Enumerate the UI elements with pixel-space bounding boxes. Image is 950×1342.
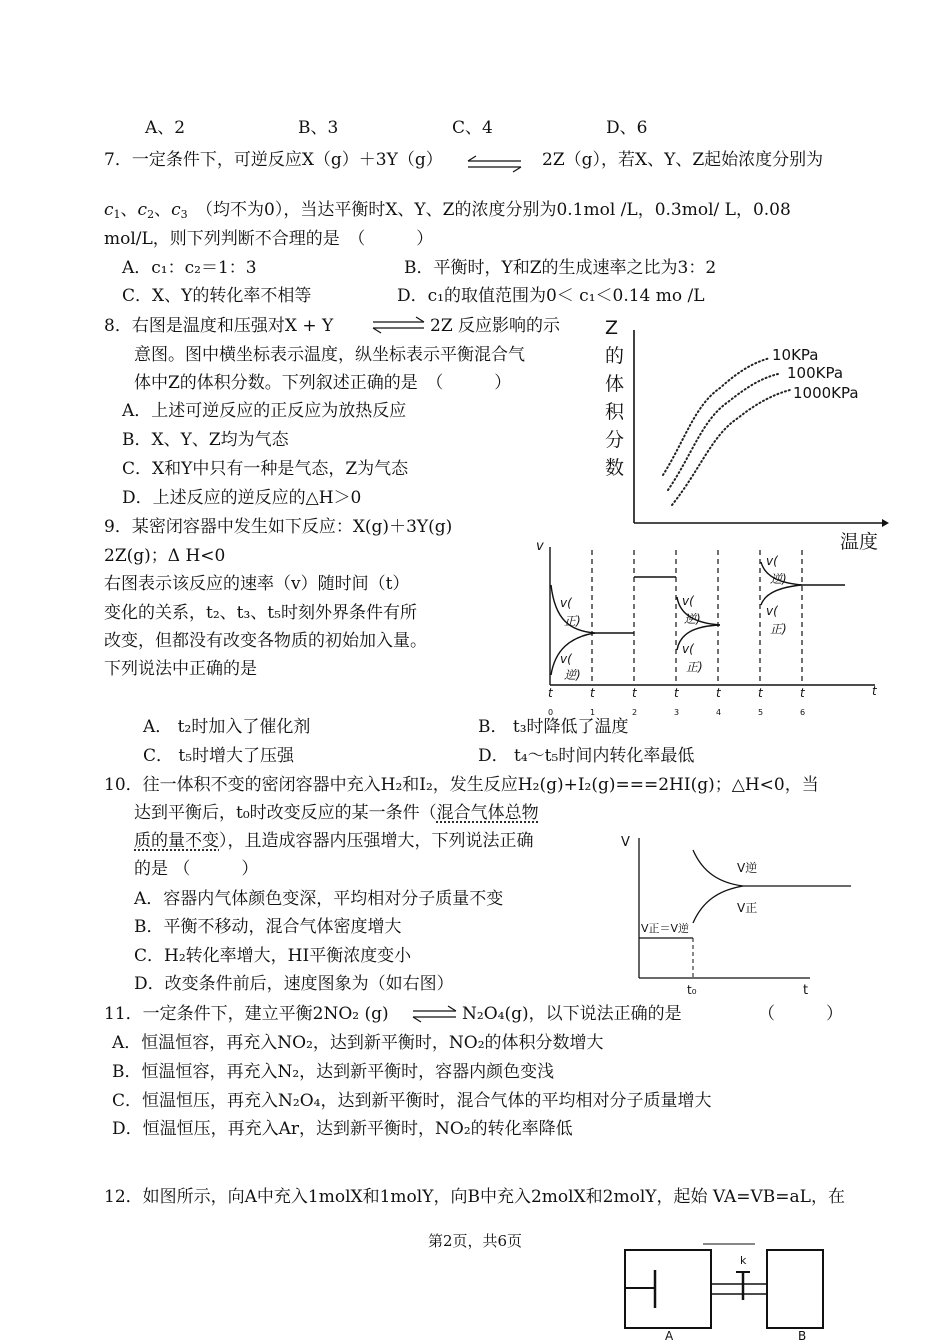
- q8-line3: 体中Z的体积分数。下列叙述正确的是 （ ）: [134, 373, 512, 393]
- q7-line3: mol/L，则下列判断不合理的是 （ ）: [104, 229, 434, 249]
- svg-text:t: t: [674, 686, 679, 700]
- q11-line1a: 11．一定条件下，建立平衡2NO₂ (g): [104, 1004, 389, 1024]
- svg-text:v(: v(: [682, 594, 694, 608]
- q10-option-c: C．H₂转化率增大，HI平衡浓度变小: [134, 946, 412, 966]
- q8-pressure-temperature-chart: [600, 310, 890, 555]
- q9-rate-time-chart: [530, 525, 890, 725]
- v-forward-curve: [693, 886, 743, 923]
- q9-line5: 改变，但都没有改变各物质的初始加入量。: [104, 631, 427, 651]
- q8-option-a: A．上述可逆反应的正反应为放热反应: [122, 401, 407, 421]
- q7-option-d: D．c₁的取值范围为0＜ c₁＜0.14 mo /L: [397, 286, 705, 306]
- label-b: B: [798, 1329, 807, 1342]
- svg-text:6: 6: [800, 708, 806, 717]
- q9-line3: 右图表示该反应的速率（v）随时间（t）: [104, 574, 410, 594]
- y-axis-label: V: [621, 835, 630, 850]
- q9-line6: 下列说法中正确的是: [104, 659, 257, 679]
- q10-rate-time-chart: [615, 828, 865, 998]
- svg-text:积: 积: [605, 401, 625, 423]
- svg-text:v(: v(: [560, 652, 572, 666]
- svg-text:正): 正): [686, 660, 703, 674]
- q9-line2: 2Z(g)；Δ H<0: [104, 546, 226, 566]
- y-axis-label: [605, 317, 625, 479]
- svg-text:体: 体: [605, 373, 625, 395]
- v-reverse-label: V逆: [737, 861, 758, 875]
- curve-labels: [560, 554, 787, 682]
- q8-line1b: 2Z 反应影响的示: [430, 316, 561, 336]
- q8-option-c: C．X和Y中只有一种是气态，Z为气态: [122, 459, 409, 479]
- q7-line2-prefix: $c_1$、$c_2$、$c_3$: [104, 200, 188, 221]
- q10-line2: 达到平衡后，t₀时改变反应的某一条件（混合气体总物: [134, 803, 539, 823]
- svg-text:v(: v(: [766, 604, 778, 618]
- q10-option-a: A．容器内气体颜色变深，平均相对分子质量不变: [134, 889, 504, 909]
- equal-rate-label: V正＝V逆: [641, 922, 690, 935]
- v-reverse-curve: [693, 850, 743, 886]
- q11-line1b: N₂O₄(g)，以下说法正确的是: [462, 1004, 682, 1024]
- q9-line1: 9．某密闭容器中发生如下反应：X(g)＋3Y(g): [104, 517, 453, 537]
- svg-text:v(: v(: [682, 642, 694, 656]
- q8-option-d: D．上述反应的逆反应的△H＞0: [122, 488, 362, 508]
- q11-option-d: D．恒温恒压，再充入Ar，达到新平衡时，NO₂的转化率降低: [112, 1119, 573, 1139]
- q8-line1a: 8．右图是温度和压强对X + Y: [104, 316, 334, 336]
- svg-text:v(: v(: [766, 554, 778, 568]
- q7-option-b: B．平衡时，Y和Z的生成速率之比为3：2: [404, 258, 717, 278]
- q7-line1b: 2Z（g），若X、Y、Z起始浓度分别为: [542, 150, 824, 170]
- series-10kpa-curve: [663, 358, 770, 475]
- q7-line1a: 7．一定条件下，可逆反应X（g）＋3Y（g）: [104, 150, 443, 170]
- q6-option-c: C、4: [452, 118, 493, 138]
- svg-text:4: 4: [716, 708, 722, 717]
- q7-option-c: C．X、Y的转化率不相等: [122, 286, 312, 306]
- reversible-arrow-icon: [370, 315, 428, 335]
- q12-line1: 12．如图所示，向A中充入1molX和1molY，向B中充入2molX和2molY，起始 VA=VB=aL，在: [104, 1187, 845, 1207]
- svg-text:1: 1: [590, 708, 596, 717]
- q12-apparatus-diagram: [615, 1238, 835, 1342]
- v-forward-segment-3: [761, 585, 802, 605]
- reversible-arrow-icon: [465, 154, 525, 174]
- x-axis-label: t: [803, 983, 809, 998]
- q8-line2: 意图。图中横坐标表示温度，纵坐标表示平衡混合气: [134, 345, 525, 365]
- svg-text:t: t: [632, 686, 637, 700]
- q9-line4: 变化的关系，t₂、t₃、t₅时刻外界条件有所: [104, 603, 417, 623]
- svg-text:3: 3: [674, 708, 680, 717]
- container-b: [767, 1250, 823, 1328]
- q6-option-a: A、2: [145, 118, 186, 138]
- q6-option-b: B、3: [298, 118, 339, 138]
- q9-option-d: D． t₄～t₅时间内转化率最低: [478, 746, 695, 766]
- reversible-arrow-icon: [410, 1004, 460, 1024]
- q10-line3: 质的量不变），且造成容器内压强增大，下列说法正确: [134, 831, 534, 851]
- q11-bracket: （ ）: [758, 1004, 843, 1024]
- series-1000kpa-curve: [672, 390, 790, 505]
- svg-text:逆): 逆): [684, 612, 701, 626]
- svg-text:t: t: [716, 686, 721, 700]
- svg-text:2: 2: [632, 708, 638, 717]
- svg-text:分: 分: [605, 429, 625, 451]
- q9-option-a: A． t₂时加入了催化剂: [143, 717, 311, 737]
- svg-text:的: 的: [605, 345, 625, 367]
- v-forward-label: V正: [737, 901, 758, 915]
- svg-text:t: t: [758, 686, 763, 700]
- page-footer: 第2页，共6页: [427, 1232, 523, 1250]
- series-10kpa-label: 10KPa: [772, 346, 819, 364]
- series-1000kpa-label: 1000KPa: [793, 384, 859, 402]
- svg-text:0: 0: [548, 708, 554, 717]
- q7-line2: （均不为0），当达平衡时X、Y、Z的浓度分别为0.1mol /L，0.3mol/ L，0.08: [196, 200, 791, 220]
- q11-option-a: A．恒温恒容，再充入NO₂，达到新平衡时，NO₂的体积分数增大: [112, 1033, 604, 1053]
- svg-text:t: t: [548, 686, 553, 700]
- q11-option-c: C．恒温恒压，再充入N₂O₄，达到新平衡时，混合气体的平均相对分子质量增大: [112, 1091, 712, 1111]
- y-axis-label: v: [536, 539, 544, 554]
- svg-text:数: 数: [605, 457, 625, 479]
- svg-text:t: t: [872, 684, 877, 698]
- svg-text:Z: Z: [605, 317, 619, 339]
- q11-option-b: B．恒温恒容，再充入N₂，达到新平衡时，容器内颜色变浅: [112, 1062, 555, 1082]
- svg-text:正): 正): [770, 622, 787, 636]
- label-k: k: [740, 1254, 747, 1267]
- t0-label: t₀: [687, 983, 697, 997]
- x-tick-labels: [548, 684, 878, 700]
- q6-option-d: D、6: [606, 118, 648, 138]
- q10-line4: 的是 （ ）: [134, 859, 259, 879]
- svg-text:逆): 逆): [564, 668, 581, 682]
- q10-line1: 10．往一体积不变的密闭容器中充入H₂和I₂，发生反应H₂(g)+I₂(g)===2HI(g)；△H<0，当: [104, 775, 819, 795]
- svg-text:正): 正): [564, 614, 581, 628]
- q10-option-b: B．平衡不移动，混合气体密度增大: [134, 917, 402, 937]
- q10-option-d: D．改变条件前后，速度图象为（如右图）: [134, 974, 454, 994]
- svg-text:t: t: [590, 686, 595, 700]
- x-axis-label: 温度: [840, 531, 879, 553]
- q9-option-b: B． t₃时降低了温度: [478, 717, 629, 737]
- svg-text:t: t: [800, 686, 805, 700]
- svg-text:v(: v(: [560, 596, 572, 610]
- series-100kpa-label: 100KPa: [787, 364, 844, 382]
- q9-option-c: C． t₅时增大了压强: [143, 746, 295, 766]
- label-a: A: [665, 1329, 674, 1342]
- q8-option-b: B．X、Y、Z均为气态: [122, 430, 289, 450]
- svg-text:5: 5: [758, 708, 764, 717]
- q7-option-a: A．c₁：c₂＝1：3: [122, 258, 257, 278]
- svg-text:逆): 逆): [770, 572, 787, 586]
